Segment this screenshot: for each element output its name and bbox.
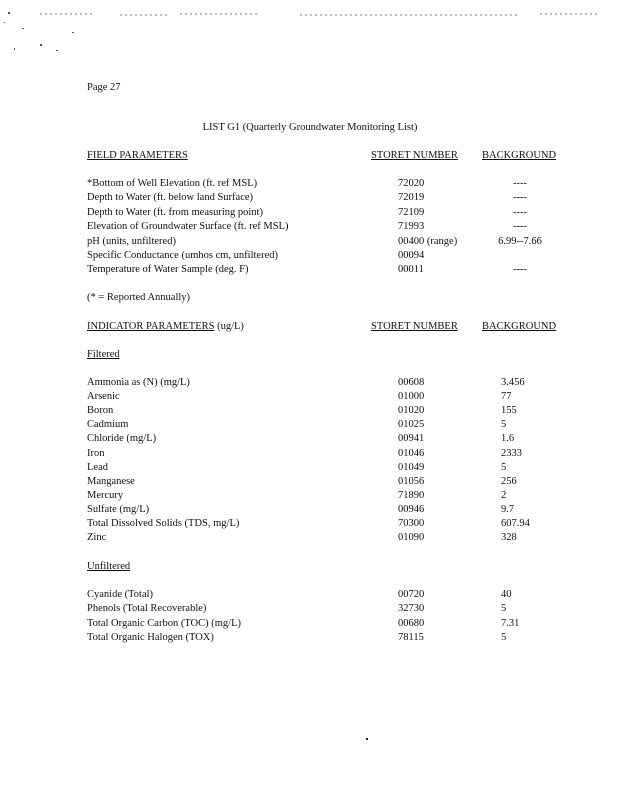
table-row	[0, 533, 618, 547]
background-value: 5	[501, 461, 507, 473]
table-row	[0, 434, 618, 448]
storet-number: 71890	[398, 489, 425, 501]
indicator-parameters-unit: (ug/L)	[217, 321, 244, 332]
background-value: ----	[513, 206, 527, 218]
background-value: 77	[501, 391, 512, 403]
parameter-name: Iron	[87, 447, 105, 459]
storet-number-header: STORET NUMBER	[371, 321, 458, 332]
background-value: ----	[513, 264, 527, 276]
table-row	[0, 604, 618, 618]
parameter-name: Arsenic	[87, 391, 120, 403]
storet-number: 70300	[398, 518, 425, 529]
table-row	[0, 378, 618, 392]
storet-number: 72019	[398, 192, 425, 204]
background-value: 7.31	[501, 617, 520, 629]
table-row	[0, 222, 618, 236]
background-value: ----	[513, 178, 527, 189]
background-value: ----	[513, 192, 527, 204]
parameter-name: Specific Conductance (umhos cm, unfiltered)	[87, 250, 278, 261]
background-value: 9.7	[501, 503, 515, 515]
storet-number: 00680	[398, 617, 425, 629]
storet-number: 71993	[398, 221, 425, 233]
table-row	[0, 251, 618, 265]
field-parameters-header-row	[0, 151, 618, 165]
page-number: Page 27	[87, 82, 121, 93]
table-row	[0, 265, 618, 279]
table-row	[0, 449, 618, 463]
parameter-name: *Bottom of Well Elevation (ft. ref MSL)	[87, 178, 258, 189]
background-value: 1.6	[501, 433, 515, 445]
parameter-name: Boron	[87, 405, 114, 417]
background-value: 155	[501, 405, 517, 417]
table-row	[0, 420, 618, 434]
background-value: 3.456	[501, 377, 525, 388]
table-row	[0, 491, 618, 505]
parameter-name: Lead	[87, 461, 108, 473]
background-value: 5	[501, 419, 507, 431]
indicator-parameters-heading-group	[87, 322, 244, 333]
table-row	[0, 619, 618, 633]
storet-number-header: STORET NUMBER	[371, 150, 458, 161]
table-row	[0, 590, 618, 604]
storet-number: 00720	[398, 589, 425, 600]
storet-number: 01000	[398, 391, 425, 403]
table-row	[0, 477, 618, 491]
storet-number: 00011	[398, 264, 424, 276]
scan-noise	[0, 0, 618, 60]
scan-speck	[366, 738, 368, 740]
background-value: 2	[501, 489, 507, 501]
parameter-name: Temperature of Water Sample (deg. F)	[87, 264, 249, 276]
parameter-name: Depth to Water (ft. below land Surface)	[87, 192, 254, 204]
storet-number: 72020	[398, 178, 425, 189]
parameter-name: Total Organic Halogen (TOX)	[87, 631, 214, 643]
parameter-name: Mercury	[87, 489, 124, 501]
background-header: BACKGROUND	[482, 321, 557, 332]
list-title: LIST G1 (Quarterly Groundwater Monitoring List)	[202, 122, 418, 133]
storet-number: 01056	[398, 475, 425, 487]
annual-footnote: (* = Reported Annually)	[87, 292, 191, 303]
background-header: BACKGROUND	[482, 150, 557, 161]
storet-number: 01090	[398, 532, 425, 544]
background-value: 2333	[501, 447, 522, 459]
storet-number: 78115	[398, 631, 424, 643]
storet-number: 00608	[398, 377, 425, 388]
table-row	[0, 237, 618, 251]
indicator-parameters-heading: INDICATOR PARAMETERS	[87, 321, 215, 332]
background-value: 607.94	[501, 518, 530, 529]
field-parameters-heading: FIELD PARAMETERS	[87, 150, 188, 161]
background-value: 328	[501, 532, 517, 544]
storet-number: 01020	[398, 405, 425, 417]
parameter-name: Chloride (mg/L)	[87, 433, 157, 445]
parameter-name: Sulfate (mg/L)	[87, 503, 150, 515]
storet-number: 32730	[398, 603, 425, 615]
parameter-name: Phenols (Total Recoverable)	[87, 603, 207, 615]
table-row	[0, 392, 618, 406]
storet-number: 72109	[398, 206, 425, 218]
parameter-name: Total Organic Carbon (TOC) (mg/L)	[87, 617, 242, 629]
parameter-name: Cadmium	[87, 419, 129, 431]
parameter-name: Elevation of Groundwater Surface (ft. ref MSL)	[87, 221, 289, 233]
storet-number: 01025	[398, 419, 425, 431]
filtered-subheading: Filtered	[87, 349, 120, 360]
parameter-name: Ammonia as (N) (mg/L)	[87, 377, 190, 388]
background-value: 5	[501, 603, 507, 615]
table-row	[0, 406, 618, 420]
storet-number: 00941	[398, 433, 425, 445]
parameter-name: pH (units, unfiltered)	[87, 235, 176, 247]
table-row	[0, 519, 618, 533]
unfiltered-subheading: Unfiltered	[87, 561, 131, 572]
parameter-name: Zinc	[87, 532, 107, 544]
parameter-name: Cyanide (Total)	[87, 589, 154, 600]
storet-number: 01046	[398, 447, 425, 459]
table-row	[0, 463, 618, 477]
storet-number: 00946	[398, 503, 425, 515]
parameter-name: Manganese	[87, 475, 135, 487]
background-value: 256	[501, 475, 517, 487]
indicator-parameters-header-row	[0, 322, 618, 336]
parameter-name: Depth to Water (ft. from measuring point)	[87, 206, 263, 218]
storet-number: 00094	[398, 250, 425, 261]
background-value: 5	[501, 631, 507, 643]
storet-number: 00400 (range)	[398, 235, 458, 247]
table-row	[0, 633, 618, 647]
table-row	[0, 208, 618, 222]
background-value: ----	[513, 221, 527, 233]
table-row	[0, 179, 618, 193]
table-row	[0, 193, 618, 207]
table-row	[0, 505, 618, 519]
storet-number: 01049	[398, 461, 425, 473]
parameter-name: Total Dissolved Solids (TDS, mg/L)	[87, 518, 240, 529]
background-value: 40	[501, 589, 512, 600]
background-value: 6.99--7.66	[498, 235, 542, 247]
